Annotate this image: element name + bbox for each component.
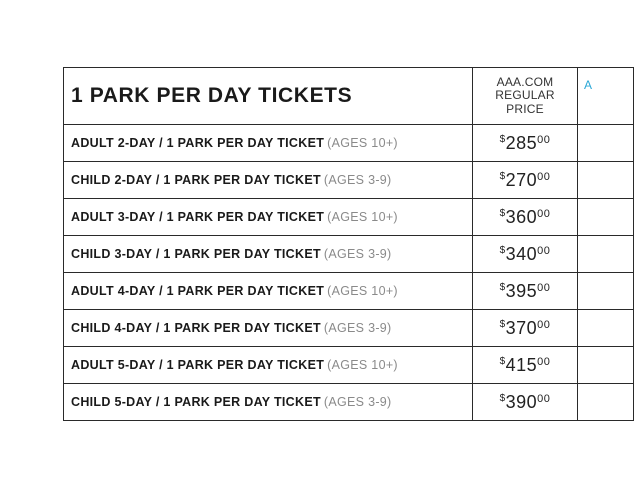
table-row	[64, 199, 634, 236]
ticket-name-cell	[64, 384, 473, 421]
next-column-cell	[578, 273, 634, 310]
currency-symbol: $	[499, 355, 506, 367]
ticket-ages: (AGES 3-9)	[323, 395, 392, 409]
next-column-cell	[578, 162, 634, 199]
ticket-ages: (AGES 3-9)	[323, 247, 392, 261]
price-dollars: 285	[505, 132, 538, 153]
ticket-name: ADULT 2-DAY / 1 PARK PER DAY TICKET	[71, 136, 325, 150]
table-row	[64, 162, 634, 199]
price-dollars: 270	[505, 169, 538, 190]
regular-price-cell	[473, 125, 578, 162]
price-cents: 00	[537, 244, 551, 257]
table-row	[64, 347, 634, 384]
ticket-name-cell	[64, 199, 473, 236]
currency-symbol: $	[499, 392, 506, 404]
next-column-cell	[578, 236, 634, 273]
price-dollars: 370	[505, 317, 538, 338]
ticket-price-table	[63, 67, 634, 421]
table-row	[64, 236, 634, 273]
ticket-name: CHILD 5-DAY / 1 PARK PER DAY TICKET	[71, 395, 321, 409]
table-header-row	[64, 68, 634, 125]
ticket-ages: (AGES 3-9)	[323, 321, 392, 335]
next-column-cell	[578, 347, 634, 384]
price-column-header	[473, 68, 578, 125]
price-cents: 00	[537, 355, 551, 368]
table-row	[64, 125, 634, 162]
currency-symbol: $	[499, 207, 506, 219]
price-dollars: 415	[505, 354, 538, 375]
price-cents: 00	[537, 318, 551, 331]
price-dollars: 390	[505, 391, 538, 412]
next-column-cell	[578, 125, 634, 162]
price-dollars: 340	[505, 243, 538, 264]
price-cents: 00	[537, 207, 551, 220]
next-column-cell	[578, 384, 634, 421]
ticket-name-cell	[64, 125, 473, 162]
ticket-ages: (AGES 10+)	[327, 210, 398, 224]
price-dollars: 395	[505, 280, 538, 301]
regular-price-cell	[473, 384, 578, 421]
ticket-ages: (AGES 10+)	[327, 358, 398, 372]
table-row	[64, 384, 634, 421]
regular-price-cell	[473, 310, 578, 347]
ticket-table-container	[63, 67, 634, 421]
ticket-name: ADULT 3-DAY / 1 PARK PER DAY TICKET	[71, 210, 325, 224]
price-cents: 00	[537, 170, 551, 183]
regular-price-cell	[473, 347, 578, 384]
ticket-name: CHILD 3-DAY / 1 PARK PER DAY TICKET	[71, 247, 321, 261]
currency-symbol: $	[499, 170, 506, 182]
price-cents: 00	[537, 392, 551, 405]
ticket-name-cell	[64, 162, 473, 199]
currency-symbol: $	[499, 133, 506, 145]
regular-price-cell	[473, 162, 578, 199]
table-title: 1 PARK PER DAY TICKETS	[64, 68, 473, 125]
table-row	[64, 310, 634, 347]
ticket-name-cell	[64, 273, 473, 310]
regular-price-cell	[473, 273, 578, 310]
price-cents: 00	[537, 281, 551, 294]
price-cents: 00	[537, 133, 551, 146]
ticket-name: ADULT 5-DAY / 1 PARK PER DAY TICKET	[71, 358, 325, 372]
ticket-name: CHILD 4-DAY / 1 PARK PER DAY TICKET	[71, 321, 321, 335]
regular-price-cell	[473, 236, 578, 273]
next-column-header: A	[578, 68, 634, 125]
ticket-ages: (AGES 3-9)	[323, 173, 392, 187]
price-header-line-2: REGULAR	[495, 88, 555, 103]
ticket-ages: (AGES 10+)	[327, 136, 398, 150]
ticket-ages: (AGES 10+)	[327, 284, 398, 298]
regular-price-cell	[473, 199, 578, 236]
table-row	[64, 273, 634, 310]
currency-symbol: $	[499, 244, 506, 256]
price-dollars: 360	[505, 206, 538, 227]
ticket-name-cell	[64, 236, 473, 273]
currency-symbol: $	[499, 318, 506, 330]
ticket-name: CHILD 2-DAY / 1 PARK PER DAY TICKET	[71, 173, 321, 187]
next-column-cell	[578, 310, 634, 347]
price-header-line-1: AAA.COM	[496, 74, 554, 89]
price-header-line-3: PRICE	[506, 101, 544, 116]
ticket-name: ADULT 4-DAY / 1 PARK PER DAY TICKET	[71, 284, 325, 298]
ticket-name-cell	[64, 347, 473, 384]
ticket-name-cell	[64, 310, 473, 347]
next-column-cell	[578, 199, 634, 236]
currency-symbol: $	[499, 281, 506, 293]
